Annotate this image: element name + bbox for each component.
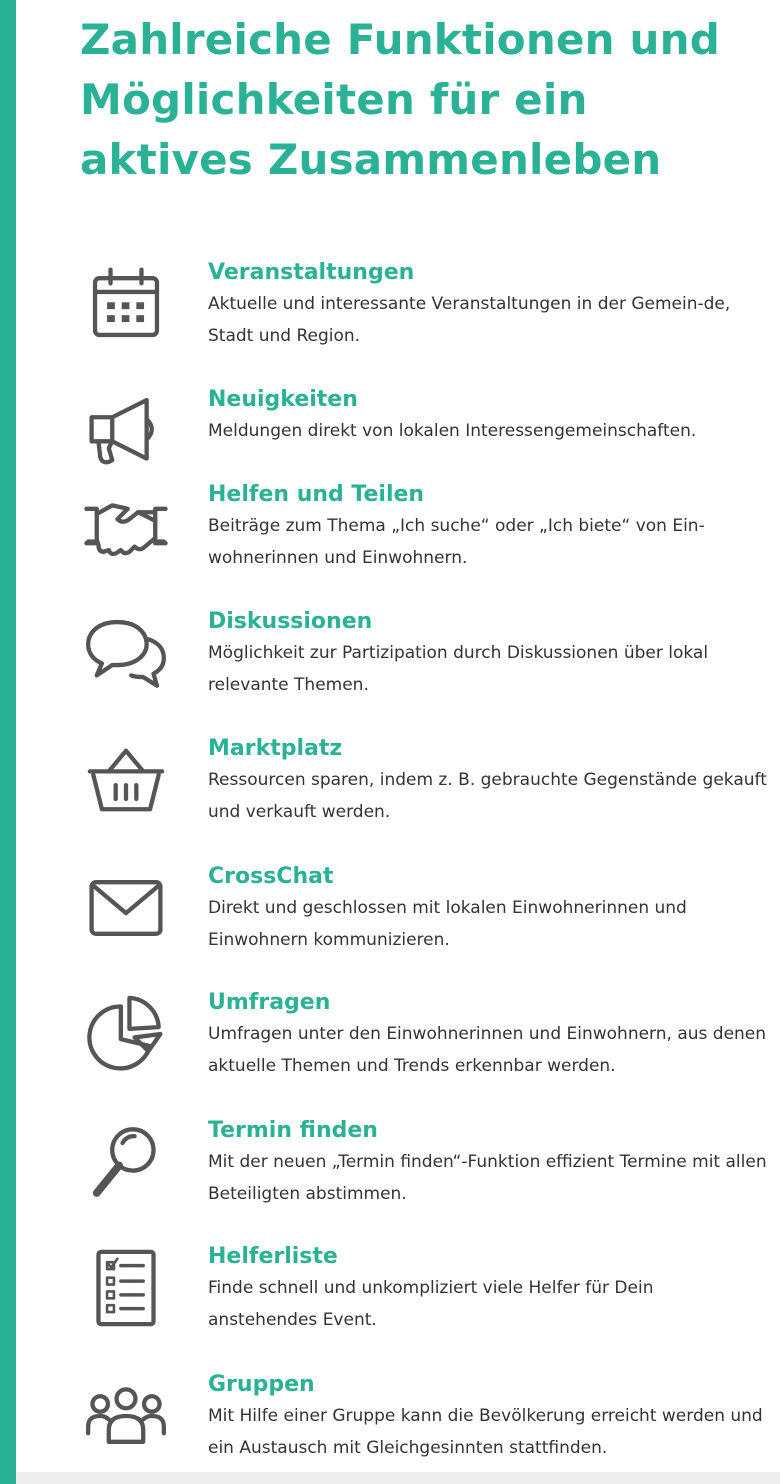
feature-umfragen [80, 988, 770, 1098]
feature-helferliste [80, 1242, 770, 1352]
chat-bubbles-icon [80, 607, 172, 699]
feature-title: Marktplatz [208, 736, 343, 761]
feature-title: Veranstaltungen [208, 260, 415, 285]
magnifier-icon [80, 1116, 172, 1208]
pie-chart-icon [80, 988, 172, 1080]
feature-description: Ressourcen sparen, indem z. B. gebrauchte Gegenstände gekauft und verkauft werden. [208, 770, 767, 822]
page-title: Zahlreiche Funktionen und Möglichkeiten für ein aktives Zusammenleben [80, 15, 721, 184]
group-icon [80, 1370, 172, 1462]
checklist-icon [80, 1242, 172, 1334]
feature-marktplatz [80, 734, 770, 844]
feature-description: Direkt und geschlossen mit lokalen Einwohnerinnen und Einwohnern kommunizieren. [208, 898, 687, 950]
feature-veranstaltungen [80, 258, 770, 368]
basket-icon [80, 734, 172, 826]
feature-description: Umfragen unter den Einwohnerinnen und Einwohnern, aus denen aktuelle Themen und Trends erkennbar werden. [208, 1024, 767, 1076]
feature-description: Mit Hilfe einer Gruppe kann die Bevölkerung erreicht werden und ein Austausch mit Gleichgesinnten stattfinden. [208, 1406, 763, 1458]
calendar-icon [80, 258, 172, 350]
feature-neuigkeiten [80, 385, 770, 495]
feature-helfen-und-teilen [80, 480, 770, 590]
envelope-icon [80, 862, 172, 954]
feature-title: Helfen und Teilen [208, 482, 425, 507]
feature-title: CrossChat [208, 864, 334, 889]
feature-gruppen [80, 1370, 770, 1480]
feature-termin-finden [80, 1116, 770, 1226]
feature-description: Mit der neuen „Termin finden“-Funktion effizient Termine mit allen Beteiligten abstimmen. [208, 1152, 767, 1204]
feature-diskussionen [80, 607, 770, 717]
side-accent-bar [0, 0, 16, 1484]
feature-description: Beiträge zum Thema „Ich suche“ oder „Ich biete“ von Ein-wohnerinnen und Einwohnern. [208, 516, 705, 568]
feature-title: Gruppen [208, 1372, 315, 1397]
feature-title: Helferliste [208, 1244, 338, 1269]
feature-description: Meldungen direkt von lokalen Interessengemeinschaften. [208, 421, 697, 441]
feature-crosschat [80, 862, 770, 972]
handshake-icon [80, 480, 172, 572]
feature-title: Neuigkeiten [208, 387, 358, 412]
feature-description: Möglichkeit zur Partizipation durch Diskussionen über lokal relevante Themen. [208, 643, 709, 695]
feature-title: Umfragen [208, 990, 331, 1015]
bottom-strip [16, 1472, 780, 1484]
megaphone-icon [80, 385, 172, 477]
feature-description: Finde schnell und unkompliziert viele Helfer für Dein anstehendes Event. [208, 1278, 654, 1330]
feature-title: Termin finden [208, 1118, 378, 1143]
feature-description: Aktuelle und interessante Veranstaltungen in der Gemein-de, Stadt und Region. [208, 294, 731, 346]
feature-title: Diskussionen [208, 609, 373, 634]
